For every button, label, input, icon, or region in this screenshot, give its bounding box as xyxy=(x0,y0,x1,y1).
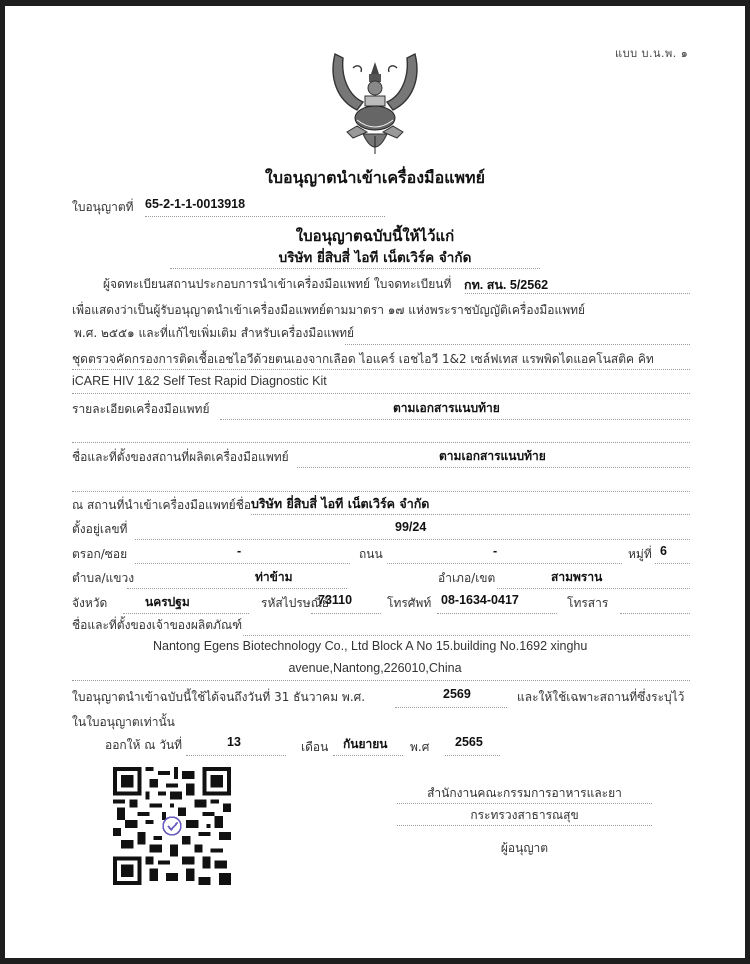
issued-label: ออกให้ ณ วันที่ xyxy=(105,738,183,752)
signatory-label: ผู้อนุญาต xyxy=(500,841,549,855)
moo-label: หมู่ที่ xyxy=(628,547,652,561)
dotted-line xyxy=(127,588,347,589)
subdistrict-label: ตำบล/แขวง xyxy=(72,571,135,585)
dotted-line xyxy=(655,563,690,564)
dotted-line xyxy=(437,613,557,614)
issued-year: 2565 xyxy=(455,735,483,749)
phone-label: โทรศัพท์ xyxy=(387,596,432,610)
dotted-line xyxy=(243,635,690,636)
purpose-line-1: เพื่อแสดงว่าเป็นผู้รับอนุญาตนำเข้าเครื่องมือแพทย์ตามมาตรา ๑๗ แห่งพระราชบัญญัติเครื่องมือแพทย์ xyxy=(72,303,586,317)
license-no-label: ใบอนุญาตที่ xyxy=(72,200,134,214)
granted-to-heading: ใบอนุญาตฉบับนี้ให้ไว้แก่ xyxy=(295,227,455,245)
validity-tail-2: ในใบอนุญาตเท่านั้น xyxy=(72,715,175,729)
dotted-line xyxy=(72,491,690,492)
dotted-line xyxy=(497,588,690,589)
owner-line-1: Nantong Egens Biotechnology Co., Ltd Block A No 15.building No.1692 xinghu xyxy=(153,639,588,653)
dotted-line xyxy=(72,442,690,443)
license-no: 65-2-1-1-0013918 xyxy=(145,197,246,211)
authority-line-1: สำนักงานคณะกรรมการอาหารและยา xyxy=(427,786,622,800)
issued-day: 13 xyxy=(227,735,241,749)
dotted-line xyxy=(345,344,690,345)
manufacturer-label: ชื่อและที่ตั้งของสถานที่ผลิตเครื่องมือแพทย์ xyxy=(72,450,289,464)
house-no-label: ตั้งอยู่เลขที่ xyxy=(72,522,128,536)
device-detail-label: รายละเอียดเครื่องมือแพทย์ xyxy=(72,402,210,416)
garuda-emblem-icon xyxy=(327,48,423,160)
postcode-label: รหัสไปรษณีย์ xyxy=(261,596,329,610)
dotted-line xyxy=(333,755,403,756)
phone: 08-1634-0417 xyxy=(441,593,519,607)
dotted-line xyxy=(135,563,350,564)
moo: 6 xyxy=(660,544,667,558)
dotted-line xyxy=(72,680,690,681)
dotted-line xyxy=(170,268,540,269)
dotted-line xyxy=(397,803,652,804)
dotted-line xyxy=(123,613,249,614)
dotted-line xyxy=(297,467,690,468)
dotted-line xyxy=(397,825,652,826)
dotted-line xyxy=(145,216,385,217)
dotted-line xyxy=(620,613,690,614)
device-name-en: iCARE HIV 1&2 Self Test Rapid Diagnostic Kit xyxy=(72,374,327,388)
validity-tail: และให้ใช้เฉพาะสถานที่ซึ่งระบุไว้ xyxy=(517,690,685,704)
subdistrict: ท่าข้าม xyxy=(255,570,293,584)
dotted-line xyxy=(135,539,690,540)
road: - xyxy=(493,544,498,558)
postcode: 73110 xyxy=(318,593,353,607)
dotted-line xyxy=(387,563,622,564)
dotted-line xyxy=(220,419,690,420)
house-no: 99/24 xyxy=(395,520,427,534)
dotted-line xyxy=(72,369,690,370)
manufacturer-value: ตามเอกสารแนบท้าย xyxy=(439,449,546,463)
dotted-line xyxy=(186,755,286,756)
registrant-label: ผู้จดทะเบียนสถานประกอบการนำเข้าเครื่องมือแพทย์ ใบจดทะเบียนที่ xyxy=(103,277,452,291)
authority-line-2: กระทรวงสาธารณสุข xyxy=(470,808,579,822)
import-site-label: ณ สถานที่นำเข้าเครื่องมือแพทย์ชื่อ xyxy=(72,498,252,512)
province-label: จังหวัด xyxy=(72,596,108,610)
dotted-line xyxy=(445,755,500,756)
company-name: บริษัท ยี่สิบสี่ ไอที เน็ตเวิร์ค จำกัด xyxy=(278,250,472,266)
document-title: ใบอนุญาตนำเข้าเครื่องมือแพทย์ xyxy=(265,168,485,187)
year-label: พ.ศ xyxy=(410,740,430,754)
purpose-line-2: พ.ศ. ๒๕๕๑ และที่แก้ไขเพิ่มเติม สำหรับเครื่องมือแพทย์ xyxy=(74,326,355,340)
dotted-line xyxy=(395,707,507,708)
license-document xyxy=(5,6,745,958)
district: สามพราน xyxy=(551,570,603,584)
form-code: แบบ บ.น.พ. ๑ xyxy=(615,47,689,60)
district-label: อำเภอ/เขต xyxy=(438,571,496,585)
dotted-line xyxy=(311,613,381,614)
dotted-line xyxy=(465,293,690,294)
qr-code[interactable] xyxy=(113,767,231,885)
province: นครปฐม xyxy=(145,595,190,609)
fax-label: โทรสาร xyxy=(567,596,609,610)
issued-month: กันยายน xyxy=(343,737,388,751)
validity-year: 2569 xyxy=(443,687,471,701)
alley-label: ตรอก/ซอย xyxy=(72,547,128,561)
import-site-name: บริษัท ยี่สิบสี่ ไอที เน็ตเวิร์ค จำกัด xyxy=(251,496,430,511)
owner-line-2: avenue,Nantong,226010,China xyxy=(288,661,462,675)
alley: - xyxy=(237,544,242,558)
device-detail-value: ตามเอกสารแนบท้าย xyxy=(393,401,500,415)
registration-no: กท. สน. 5/2562 xyxy=(464,278,549,292)
owner-label: ชื่อและที่ตั้งของเจ้าของผลิตภัณฑ์ xyxy=(72,618,243,632)
device-name-th: ชุดตรวจคัดกรองการติดเชื้อเอชไอวีด้วยตนเองจากเลือด ไอแคร์ เอชไอวี 1&2 เซล์ฟเทส แรพพิดไดแอคโนสติค คิท xyxy=(72,352,654,366)
road-label: ถนน xyxy=(359,547,383,561)
month-label: เดือน xyxy=(301,740,329,754)
dotted-line xyxy=(72,393,690,394)
dotted-line xyxy=(251,514,690,515)
validity-text: ใบอนุญาตนำเข้าฉบับนี้ใช้ได้จนถึงวันที่ 31 ธันวาคม พ.ศ. xyxy=(72,690,366,704)
